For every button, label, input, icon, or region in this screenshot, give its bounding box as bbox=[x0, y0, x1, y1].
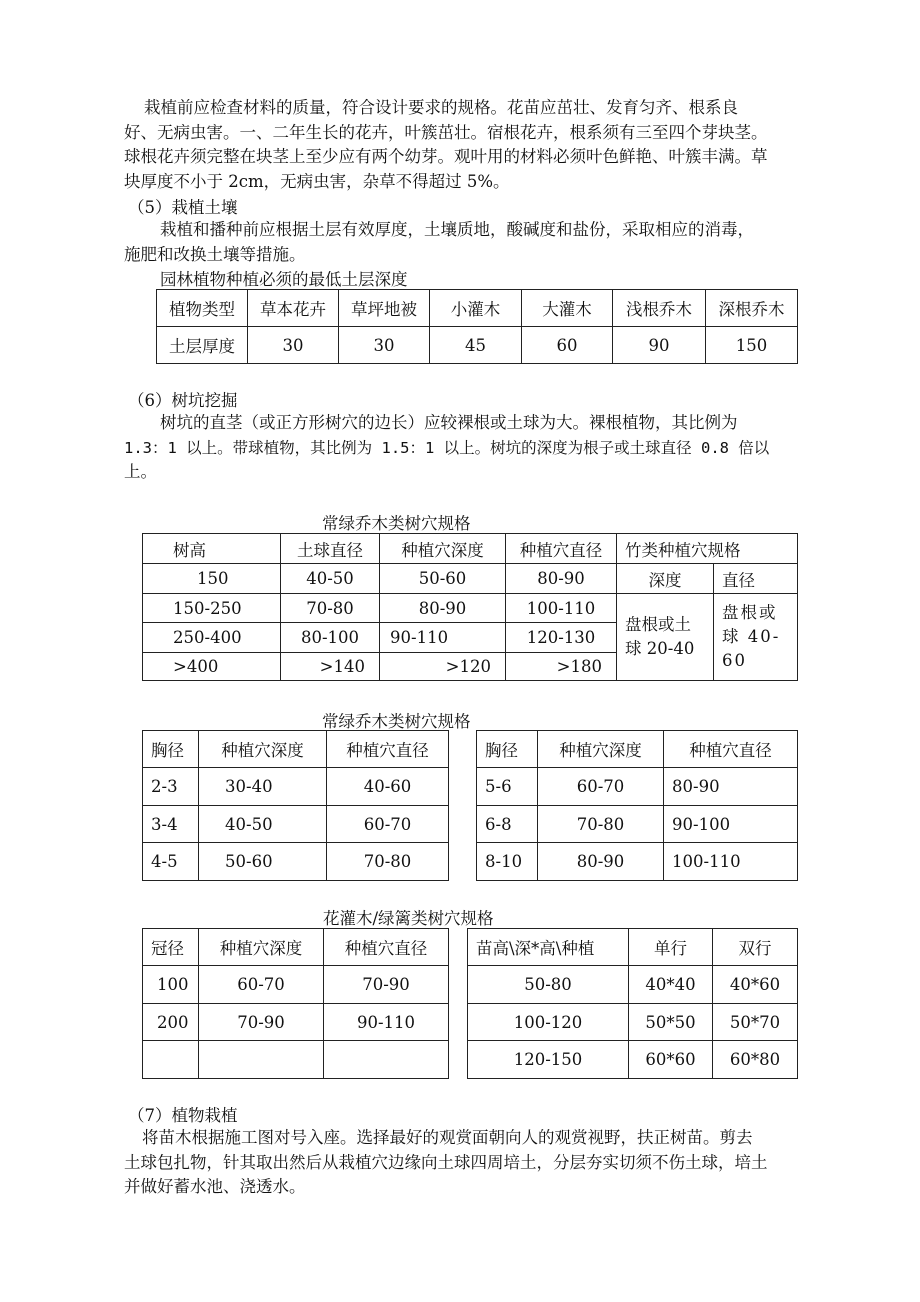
table-cell: >120 bbox=[380, 653, 506, 681]
table-cell: 6-8 bbox=[477, 806, 538, 843]
table-cell: 60-70 bbox=[199, 966, 324, 1004]
header-cell: 胸径 bbox=[477, 731, 538, 768]
header-cell: 种植穴深度 bbox=[199, 929, 324, 966]
table-cell: 40-50 bbox=[199, 806, 327, 843]
table-row bbox=[143, 1041, 449, 1079]
text-line: 将苗木根据施工图对号入座。选择最好的观赏面朝向人的观赏视野，扶正树苗。剪去 bbox=[142, 1128, 753, 1147]
header-cell: 大灌木 bbox=[522, 290, 613, 327]
table-cell: 90 bbox=[613, 327, 706, 364]
section-5-heading: （5）栽植土壤 bbox=[128, 198, 238, 217]
table-cell bbox=[324, 1041, 449, 1079]
table-cell: 30-40 bbox=[199, 768, 327, 806]
table-cell: 80-90 bbox=[664, 768, 798, 806]
table-cell: 250-400 bbox=[143, 623, 281, 653]
table-cell: 30 bbox=[248, 327, 339, 364]
table-row bbox=[477, 843, 798, 881]
table-cell: 90-110 bbox=[380, 623, 506, 653]
table-row bbox=[143, 1004, 449, 1041]
table-header-row bbox=[143, 731, 449, 768]
bamboo-depth-header: 深度 bbox=[617, 564, 714, 594]
table-cell: 50-60 bbox=[199, 843, 327, 881]
header-cell: 草本花卉 bbox=[248, 290, 339, 327]
table-cell: 50-60 bbox=[380, 564, 506, 594]
text-line: 土球包扎物，针其取出然后从栽植穴边缘向土球四周培土，分层夯实切须不伤土球，培土 bbox=[124, 1152, 768, 1172]
table-cell: 100-110 bbox=[506, 594, 617, 623]
table-cell: 45 bbox=[430, 327, 522, 364]
table-row bbox=[477, 768, 798, 806]
header-cell: 冠径 bbox=[143, 929, 199, 966]
text-line: 栽植前应检查材料的质量，符合设计要求的规格。花苗应茁壮、发育匀齐、根系良 bbox=[144, 98, 738, 117]
table-cell bbox=[143, 1041, 199, 1079]
table-cell: 50-80 bbox=[468, 966, 629, 1004]
table-cell: >400 bbox=[143, 653, 281, 681]
evergreen-dbh-table-left bbox=[142, 730, 449, 881]
table-cell: 40-60 bbox=[327, 768, 449, 806]
header-cell: 种植穴直径 bbox=[506, 534, 617, 564]
section-7-heading: （7）植物栽植 bbox=[128, 1106, 238, 1125]
table-cell: 120-130 bbox=[506, 623, 617, 653]
table-row bbox=[143, 768, 449, 806]
table-cell: >180 bbox=[506, 653, 617, 681]
header-cell: 植物类型 bbox=[157, 290, 248, 327]
table-cell: 60 bbox=[522, 327, 613, 364]
shrub-table-right bbox=[467, 928, 798, 1079]
header-cell: 种植穴直径 bbox=[327, 731, 449, 768]
table-cell: 40*60 bbox=[713, 966, 798, 1004]
evergreen-height-caption: 常绿乔木类树穴规格 bbox=[322, 514, 471, 533]
text-line: 球根花卉须完整在块茎上至少应有两个幼芽。观叶用的材料必须叶色鲜艳、叶簇丰满。草 bbox=[124, 147, 768, 166]
table-cell: 2-3 bbox=[143, 768, 199, 806]
bamboo-title-cell: 竹类种植穴规格 bbox=[617, 534, 798, 564]
table-cell: 4-5 bbox=[143, 843, 199, 881]
header-cell: 浅根乔木 bbox=[613, 290, 706, 327]
text-line: 施肥和改换土壤等措施。 bbox=[124, 244, 306, 264]
table-cell: 70-90 bbox=[324, 966, 449, 1004]
bamboo-depth-value: 盘根或土球 20-40 bbox=[617, 594, 714, 681]
table-cell: 80-100 bbox=[281, 623, 380, 653]
table-cell: 100-120 bbox=[468, 1004, 629, 1041]
table-cell: 150 bbox=[143, 564, 281, 594]
shrub-caption: 花灌木/绿篱类树穴规格 bbox=[323, 909, 494, 928]
table-cell: 70-80 bbox=[281, 594, 380, 623]
table-cell: 200 bbox=[143, 1004, 199, 1041]
section-6-paragraph bbox=[124, 411, 804, 485]
header-cell: 双行 bbox=[713, 929, 798, 966]
soil-depth-table bbox=[156, 289, 798, 364]
section-5-paragraph bbox=[124, 218, 804, 267]
table-cell: 100-110 bbox=[664, 843, 798, 881]
table-row bbox=[157, 327, 798, 364]
table-cell: 100 bbox=[143, 966, 199, 1004]
table-cell: 150 bbox=[706, 327, 798, 364]
table-header-row bbox=[157, 290, 798, 327]
table-row bbox=[143, 806, 449, 843]
header-cell: 胸径 bbox=[143, 731, 199, 768]
table-cell: 8-10 bbox=[477, 843, 538, 881]
table-row bbox=[143, 564, 798, 594]
table-cell bbox=[199, 1041, 324, 1079]
table-cell: 70-80 bbox=[327, 843, 449, 881]
text-line: 树坑的直茎（或正方形树穴的边长）应较裸根或土球为大。裸根植物，其比例为 bbox=[160, 413, 738, 432]
table-cell: 70-90 bbox=[199, 1004, 324, 1041]
text-line: 上。 bbox=[124, 462, 157, 481]
section-6-heading: （6）树坑挖掘 bbox=[128, 391, 238, 410]
soil-table-caption: 园林植物种植必须的最低土层深度 bbox=[160, 270, 408, 289]
table-header-row bbox=[477, 731, 798, 768]
table-header-row bbox=[468, 929, 798, 966]
table-cell: 60-70 bbox=[538, 768, 664, 806]
table-cell: 50*70 bbox=[713, 1004, 798, 1041]
table-row bbox=[143, 843, 449, 881]
table-cell: 60*80 bbox=[713, 1041, 798, 1079]
evergreen-dbh-table-right bbox=[476, 730, 798, 881]
header-cell: 苗高\深*高\种植 bbox=[468, 929, 629, 966]
header-cell: 单行 bbox=[629, 929, 713, 966]
header-cell: 树高 bbox=[143, 534, 281, 564]
table-cell: 3-4 bbox=[143, 806, 199, 843]
text-line: 1.3：1 以上。带球植物，其比例为 1.5：1 以上。树坑的深度为根子或土球直径 0.8 倍以 bbox=[124, 438, 770, 457]
table-row bbox=[143, 594, 798, 623]
table-header-row bbox=[143, 929, 449, 966]
intro-paragraph bbox=[124, 96, 804, 194]
header-cell: 小灌木 bbox=[430, 290, 522, 327]
table-row bbox=[468, 966, 798, 1004]
header-cell: 种植穴直径 bbox=[664, 731, 798, 768]
table-row bbox=[143, 966, 449, 1004]
text-line: 好、无病虫害。一、二年生长的花卉，叶簇茁壮。宿根花卉，根系须有三至四个芽块茎。 bbox=[124, 122, 768, 142]
header-cell: 草坪地被 bbox=[339, 290, 430, 327]
header-cell: 深根乔木 bbox=[706, 290, 798, 327]
section-7-paragraph bbox=[124, 1126, 804, 1200]
table-cell: 60*60 bbox=[629, 1041, 713, 1079]
table-cell: 90-110 bbox=[324, 1004, 449, 1041]
table-cell: 80-90 bbox=[506, 564, 617, 594]
bamboo-diameter-value: 盘根或球 40-60 bbox=[714, 594, 798, 681]
header-cell: 种植穴深度 bbox=[538, 731, 664, 768]
table-row bbox=[468, 1041, 798, 1079]
text-line: 栽植和播种前应根据土层有效厚度，土壤质地，酸碱度和盐份，采取相应的消毒， bbox=[160, 220, 754, 239]
header-cell: 种植穴深度 bbox=[199, 731, 327, 768]
table-cell: >140 bbox=[281, 653, 380, 681]
table-cell: 30 bbox=[339, 327, 430, 364]
text-line: 块厚度不小于 2cm，无病虫害，杂草不得超过 5%。 bbox=[124, 171, 510, 191]
table-cell: 60-70 bbox=[327, 806, 449, 843]
shrub-table-left bbox=[142, 928, 449, 1079]
text-line: 并做好蓄水池、浇透水。 bbox=[124, 1177, 306, 1196]
table-cell: 80-90 bbox=[538, 843, 664, 881]
header-cell: 种植穴直径 bbox=[324, 929, 449, 966]
table-cell: 150-250 bbox=[143, 594, 281, 623]
evergreen-dbh-caption: 常绿乔木类树穴规格 bbox=[322, 712, 471, 731]
row-label-cell: 土层厚度 bbox=[157, 327, 248, 364]
table-cell: 50*50 bbox=[629, 1004, 713, 1041]
header-cell: 土球直径 bbox=[281, 534, 380, 564]
bamboo-diameter-header: 直径 bbox=[714, 564, 798, 594]
table-cell: 5-6 bbox=[477, 768, 538, 806]
evergreen-height-table bbox=[142, 533, 798, 681]
table-cell: 70-80 bbox=[538, 806, 664, 843]
table-cell: 40-50 bbox=[281, 564, 380, 594]
table-cell: 90-100 bbox=[664, 806, 798, 843]
table-header-row bbox=[143, 534, 798, 564]
header-cell: 种植穴深度 bbox=[380, 534, 506, 564]
table-cell: 40*40 bbox=[629, 966, 713, 1004]
table-cell: 80-90 bbox=[380, 594, 506, 623]
table-cell: 120-150 bbox=[468, 1041, 629, 1079]
table-row bbox=[468, 1004, 798, 1041]
table-row bbox=[477, 806, 798, 843]
